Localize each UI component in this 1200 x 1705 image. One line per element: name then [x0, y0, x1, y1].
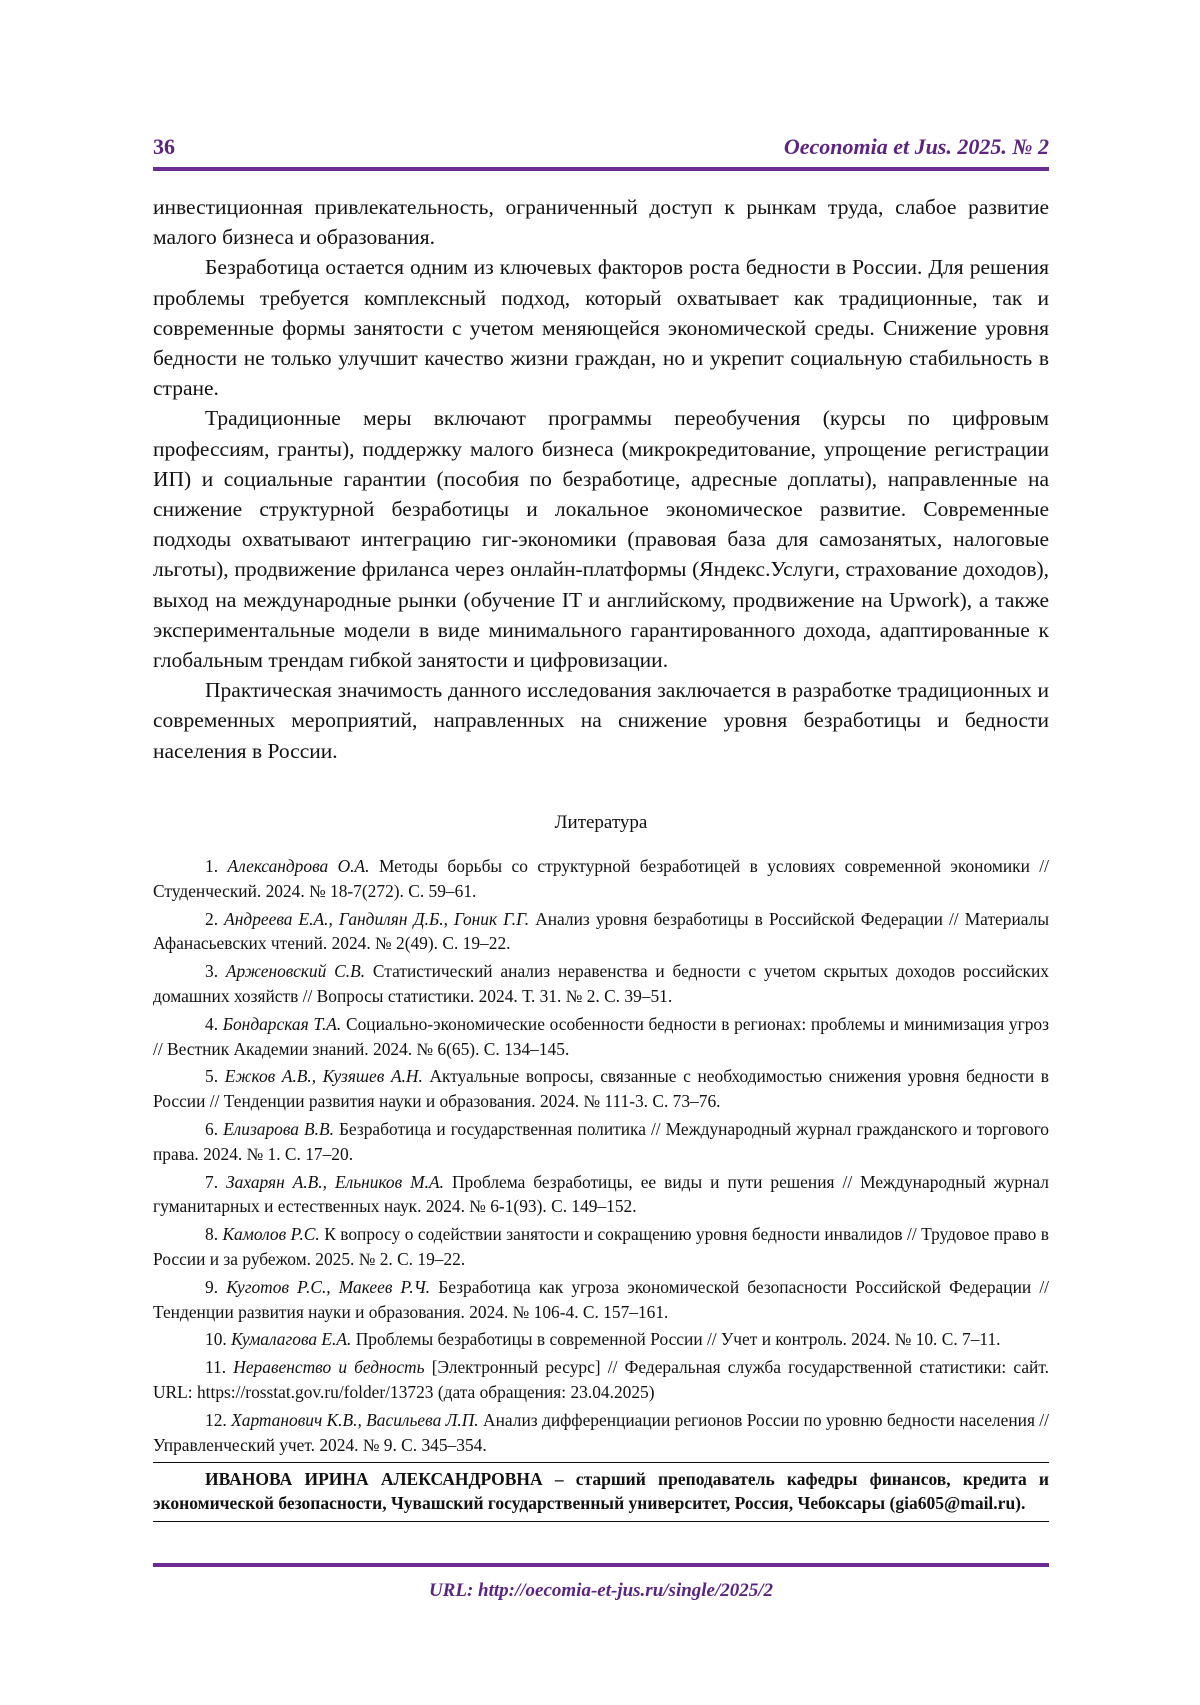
reference-text: Актуальные вопросы, связанные с необходимостью снижения уровня бедности в России // Тенденции развития науки и образования. 2024. № 111-3. С. 73–76. [153, 1066, 1049, 1112]
reference-item [153, 959, 1049, 1009]
page-header [153, 134, 1049, 164]
reference-text: Проблема безработицы, ее виды и пути решения // Международный журнал гуманитарных и естественных наук. 2024. № 6-1(93). С. 149–152. [153, 1171, 1049, 1217]
reference-text: Проблемы безработицы в современной России // Учет и контроль. 2024. № 10. С. 7–11. [355, 1329, 1001, 1350]
body-paragraph-4: Практическая значимость данного исследования заключается в разработке традиционных и современных мероприятий, направленных на снижение уровня безработицы и бедности населения в России. [153, 678, 1049, 763]
reference-item [153, 1012, 1049, 1062]
body-paragraph-3: Традиционные меры включают программы переобучения (курсы по цифровым профессиям, гранты), поддержку малого бизнеса (микрокредитование, упрощение регистрации ИП) и социальные гарантии (пособия по безработице, адресные доплаты), направленные на снижение структурной безработицы и локальное экономическое развитие. Современные подходы охватывают интеграцию гиг-экономики (правовая база для самозанятых, налоговые льготы), продвижение фриланса через онлайн-платформы (Яндекс.Услуги, страхование доходов), выход на международные рынки (обучение IT и английскому, продвижение на Upwork), а также экспериментальные модели в виде минимального гарантированного дохода, адаптированные к глобальным трендам гибкой занятости и цифровизации. [153, 406, 1049, 673]
reference-number: 10. [205, 1329, 227, 1350]
reference-text: Безработица и государственная политика // Международный журнал гражданского и торгового права. 2024. № 1. С. 17–20. [153, 1118, 1049, 1164]
references-list [153, 854, 1049, 1460]
reference-item [153, 1327, 1049, 1352]
reference-authors: Захарян А.В., Ельников М.А. [226, 1171, 444, 1192]
reference-authors: Елизарова В.В. [223, 1118, 334, 1139]
reference-number: 9. [205, 1276, 219, 1297]
reference-number: 4. [205, 1013, 219, 1034]
reference-authors: Куготов Р.С., Макеев Р.Ч. [226, 1276, 431, 1297]
reference-text: Анализ уровня безработицы в Российской Федерации // Материалы Афанасьевских чтений. 2024. № 2(49). С. 19–22. [153, 908, 1049, 954]
reference-number: 1. [205, 856, 219, 876]
reference-authors: Андреева Е.А., Гандилян Д.Б., Гоник Г.Г. [224, 908, 530, 929]
reference-authors: Арженовский С.В. [225, 961, 366, 982]
reference-item [153, 1222, 1049, 1272]
reference-number: 5. [205, 1066, 219, 1087]
reference-number: 2. [205, 908, 219, 929]
footer-rule [153, 1563, 1049, 1567]
reference-number: 11. [205, 1357, 227, 1378]
reference-text: [Электронный ресурс] // Федеральная служба государственной статистики: сайт. URL: https://rosstat.gov.ru/folder/13723 (дата обращения: 23.04.2025) [153, 1357, 1049, 1402]
reference-authors: Кумалагова Е.А. [231, 1329, 352, 1350]
reference-number: 8. [205, 1224, 219, 1245]
reference-authors: Бондарская Т.А. [222, 1013, 342, 1034]
reference-item [153, 907, 1049, 957]
reference-text: К вопросу о содействии занятости и сокращению уровня бедности инвалидов // Трудовое право в России и за рубежом. 2025. № 2. С. 19–22. [153, 1224, 1049, 1269]
header-rule [153, 167, 1049, 171]
body-paragraph-2: Безработица остается одним из ключевых факторов роста бедности в России. Для решения проблемы требуется комплексный подход, который охватывает как традиционные, так и современные формы занятости с учетом меняющейся экономической среды. Снижение уровня бедности не только улучшит качество жизни граждан, но и укрепит социальную стабильность в стране. [153, 255, 1049, 401]
journal-title: Oeconomia et Jus. 2025. № 2 [783, 134, 1049, 159]
page-number: 36 [153, 134, 175, 159]
reference-text: Социально-экономические особенности бедности в регионах: проблемы и минимизация угроз // Вестник Академии знаний. 2024. № 6(65). С. 134–145. [153, 1013, 1049, 1059]
reference-item [153, 1064, 1049, 1114]
reference-text: Методы борьбы со структурной безработицей в условиях современной экономики // Студенческий. 2024. № 18-7(272). С. 59–61. [153, 856, 1049, 901]
reference-number: 6. [205, 1118, 219, 1139]
author-info: ИВАНОВА ИРИНА АЛЕКСАНДРОВНА – старший преподаватель кафедры финансов, кредита и экономической безопасности, Чувашский государственный университет, Россия, Чебоксары (gia605@mail.ru). [153, 1469, 1049, 1513]
reference-authors: Неравенство и бедность [233, 1357, 425, 1378]
reference-item [153, 854, 1049, 904]
reference-text: Безработица как угроза экономической безопасности Российской Федерации // Тенденции развития науки и образования. 2024. № 106-4. С. 157–161. [153, 1276, 1049, 1322]
reference-text: Статистический анализ неравенства и бедности с учетом скрытых доходов российских домашних хозяйств // Вопросы статистики. 2024. Т. 31. № 2. С. 39–51. [153, 961, 1050, 1006]
reference-number: 3. [205, 961, 219, 982]
reference-item [153, 1170, 1049, 1220]
reference-authors: Александрова О.А. [227, 856, 370, 876]
reference-text: Анализ дифференциации регионов России по уровню бедности населения // Управленческий учет. 2024. № 9. С. 345–354. [153, 1409, 1049, 1455]
article-body [153, 192, 1049, 766]
body-paragraph-1: инвестиционная привлекательность, ограниченный доступ к рынкам труда, слабое развитие малого бизнеса и образования. [153, 195, 1049, 250]
reference-number: 7. [205, 1171, 219, 1192]
reference-item [153, 1355, 1049, 1405]
reference-item [153, 1275, 1049, 1325]
references-heading: Литература [554, 812, 648, 833]
reference-authors: Ежков А.В., Кузяшев А.Н. [224, 1066, 423, 1087]
footer-url[interactable]: URL: http://oecomia-et-jus.ru/single/2025/2 [428, 1580, 774, 1601]
reference-authors: Камолов Р.С. [222, 1224, 320, 1245]
reference-number: 12. [205, 1409, 227, 1430]
reference-item [153, 1117, 1049, 1167]
reference-item [153, 1408, 1049, 1458]
author-info-box [153, 1462, 1049, 1522]
reference-authors: Хартанович К.В., Васильева Л.П. [231, 1409, 479, 1430]
